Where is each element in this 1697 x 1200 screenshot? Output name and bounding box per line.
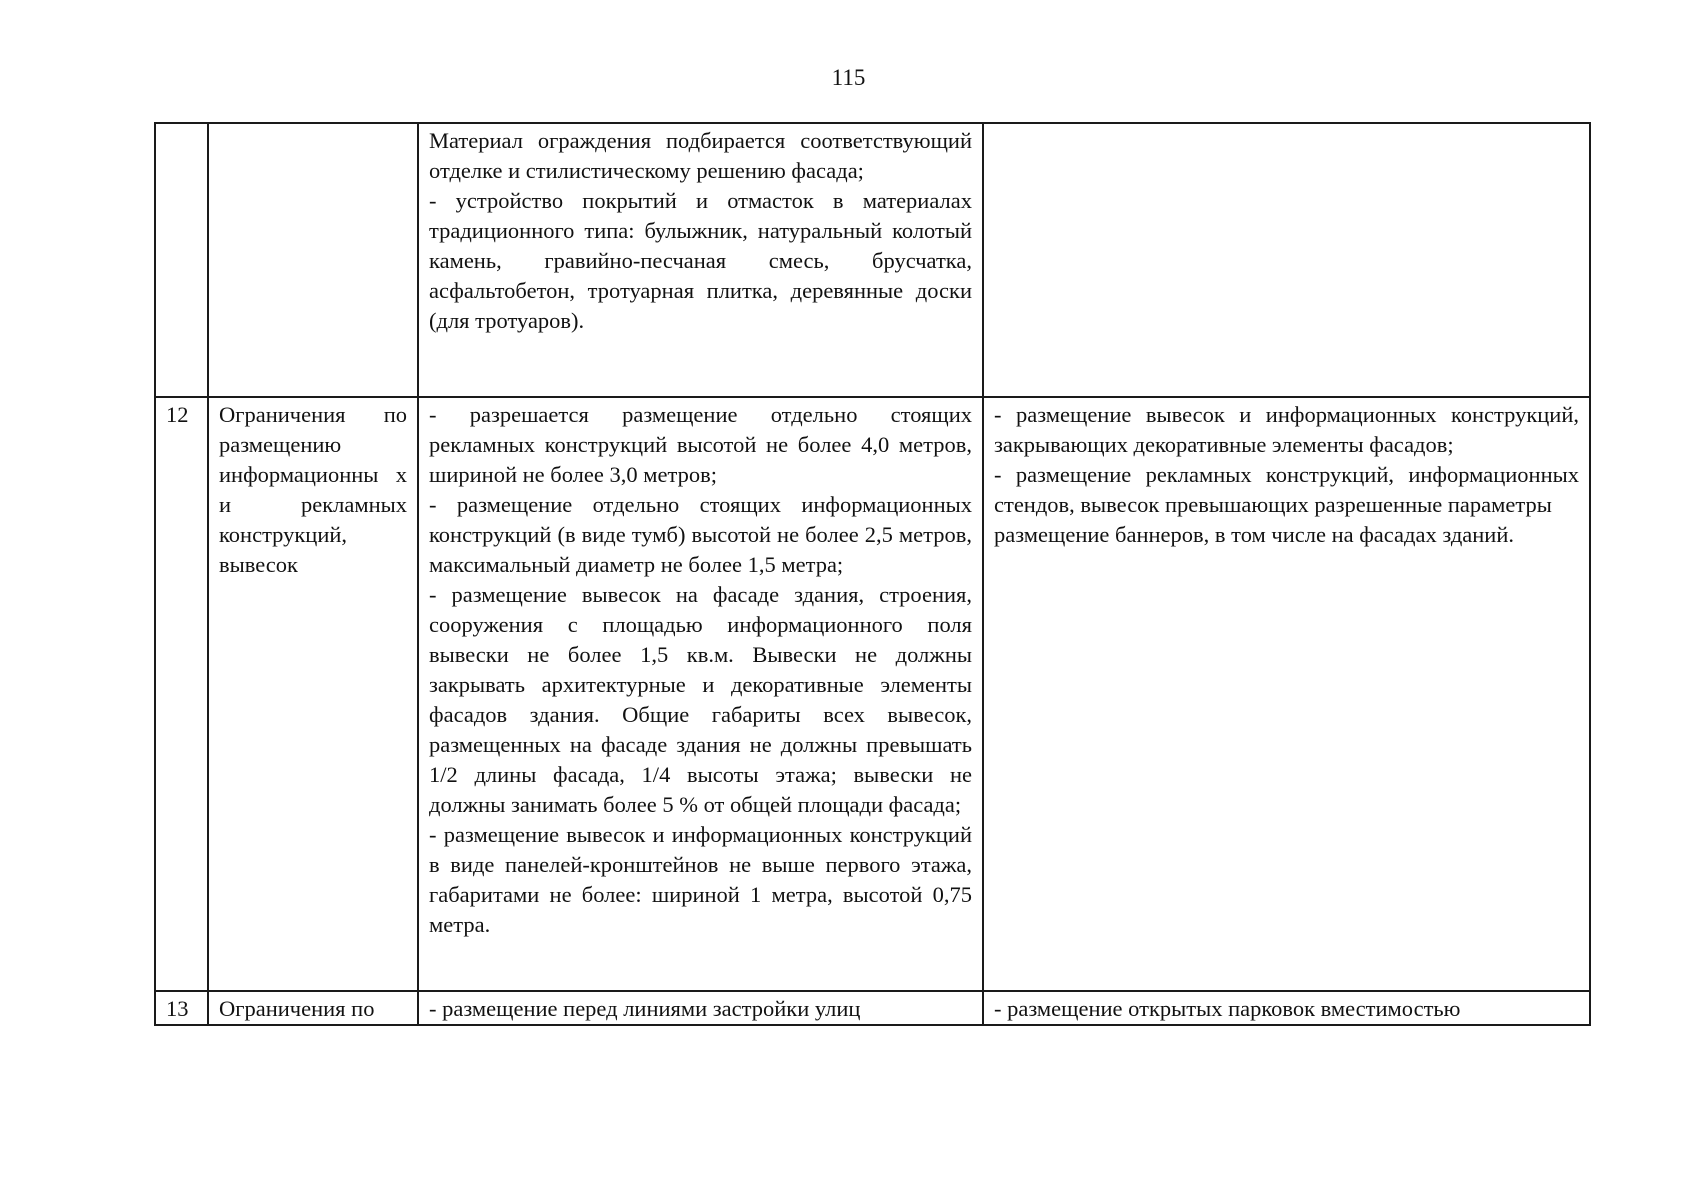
allowed-paragraph: - размещение вывесок на фасаде здания, строения, сооружения с площадью информационного поля вывески не более 1,5 кв.м. Вывески не должны закрывать архитектурные и декоративные элементы фасадов здания. Общие габариты всех вывесок, размещенных на фасаде здания не должны превышать 1/2 длины фасада, 1/4 высоты этажа; вывески не должны занимать более 5 % от общей площади фасада; (429, 582, 972, 817)
allowed-paragraph: - размещение отдельно стоящих информационных конструкций (в виде тумб) высотой не более 2,5 метров, максимальный диаметр не более 1,5 метра; (429, 492, 972, 577)
allowed-paragraph: Материал ограждения подбирается соответствующий отделке и стилистическому решению фасада; (429, 128, 972, 183)
page-number: 115 (831, 65, 866, 90)
row-number-cell (155, 123, 208, 397)
forbidden-paragraph: размещение баннеров, в том числе на фасадах зданий. (994, 522, 1515, 547)
restriction-name-cell (208, 123, 418, 397)
allowed-cell (418, 991, 983, 1025)
forbidden-paragraph: - размещение вывесок и информационных конструкций, закрывающих декоративные элементы фасадов; (994, 402, 1579, 457)
allowed-paragraph: - размещение вывесок и информационных конструкций в виде панелей-кронштейнов не выше первого этажа, габаритами не более: шириной 1 метра, высотой 0,75 метра. (429, 822, 972, 937)
table-row-12 (155, 397, 1590, 991)
allowed-paragraph: - разрешается размещение отдельно стоящих рекламных конструкций высотой не более 4,0 метров, шириной не более 3,0 метров; (429, 402, 972, 487)
row-number-cell: 12 (155, 397, 208, 991)
table-row-continued (155, 123, 1590, 397)
forbidden-cell (983, 123, 1590, 397)
restriction-name-cell (208, 991, 418, 1025)
row-number-cell: 13 (155, 991, 208, 1025)
allowed-cell (418, 123, 983, 397)
allowed-paragraph: - устройство покрытий и отмасток в материалах традиционного типа: булыжник, натуральный колотый камень, гравийно-песчаная смесь, брусчатка, асфальтобетон, тротуарная плитка, деревянные доски (для тротуаров). (429, 188, 972, 333)
allowed-paragraph: - размещение перед линиями застройки улиц (429, 996, 861, 1021)
table-row-13 (155, 991, 1590, 1025)
forbidden-cell (983, 397, 1590, 991)
forbidden-paragraph: - размещение открытых парковок вместимостью (994, 996, 1461, 1021)
forbidden-paragraph: - размещение рекламных конструкций, информационных стендов, вывесок превышающих разрешенные параметры (994, 462, 1579, 517)
forbidden-cell (983, 991, 1590, 1025)
regulations-table (154, 122, 1591, 1026)
restriction-name-cell: Ограничения по размещению информационны х и рекламных конструкций, вывесок (208, 397, 418, 991)
restriction-name-text: Ограничения по (219, 996, 375, 1021)
allowed-cell (418, 397, 983, 991)
